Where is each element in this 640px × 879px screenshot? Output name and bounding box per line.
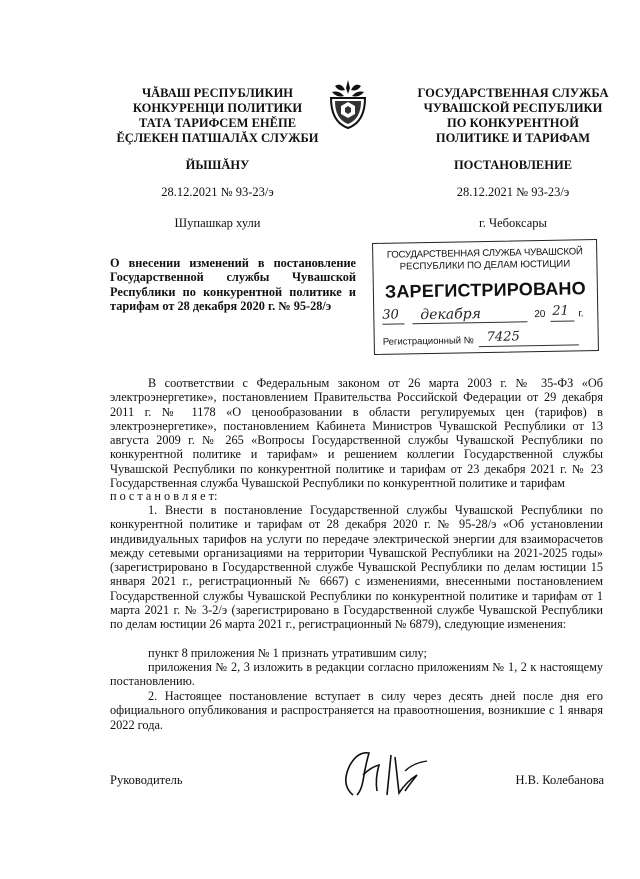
stamp-reg-number: 7425	[486, 329, 520, 345]
header-right-line: ПО КОНКУРЕНТНОЙ	[447, 116, 579, 130]
intro-text: В соответствии с Федеральным законом от 26 марта 2003 г. № 35-ФЗ «Об электроэнергетике», постановлением Правительства Российской Федерации от 29 декабря 2011 г. № 1178 «О ценообразовании в области регулируемых цен (тарифов) в электроэнергетике», постановлением Кабинета Министров Чувашской Республики от 13 августа 2009 г. № 265 «Вопросы Государственной службы Чувашской Республики по конкурентной политике и тарифам» и решением коллегии Государственной службы Чувашской Республики по конкурентной политике и тарифам от 23 декабря 2021 г. № 23 Государственная служба Чувашской Республики по конкурентной политике и тарифам	[110, 376, 603, 491]
stamp-year-suffix: 21	[552, 303, 569, 319]
header-left-line: ТАТА ТАРИФСЕМ ЕНĔПЕ	[138, 116, 297, 130]
date-number-right: 28.12.2021 № 93-23/э	[456, 185, 570, 199]
body-item-1: 1. Внести в постановление Государственной службы Чувашской Республики по конкурентной политике и тарифам от 28 декабря 2020 г. № 95-28/э «Об установлении индивидуальных тарифов на услуги по передаче электрической энергии для взаиморасчетов между сетевыми организациями на территории Чувашской Республики на 2021-2025 годы» (зарегистрировано в Государственной службе Чувашской Республики по делам юстиции 15 января 2021 г., регистрационный № 6667) с изменениями, внесенными постановлением Государственной службы Чувашской Республики по конкурентной политике и тарифам от 1 марта 2021 г. № 3-2/э (зарегистрировано в Государственной службе Чувашской Республики по делам юстиции 26 марта 2021 г., регистрационный № 6879), следующие изменения:	[110, 503, 603, 632]
signatory-name: Н.В. Колебанова	[515, 773, 604, 787]
header-left	[95, 86, 340, 146]
header-right-line: ЧУВАШСКОЙ РЕСПУБЛИКИ	[423, 101, 603, 115]
stamp-day-line	[382, 323, 404, 324]
emblem-icon	[327, 76, 369, 130]
city-right: г. Чебоксары	[479, 216, 547, 230]
stamp-title: ЗАРЕГИСТРИРОВАНО	[384, 278, 587, 302]
body-item-2: 2. Настоящее постановление вступает в силу через десять дней после дня его официального опубликования и распространяется на правоотношения, возникшие с 1 января 2022 года.	[110, 689, 603, 732]
signatory-position: Руководитель	[110, 773, 183, 787]
city-left: Шупашкар хули	[174, 216, 261, 230]
decree-word: п о с т а н о в л я е т:	[110, 489, 218, 503]
stamp-year-unit: г.	[578, 308, 584, 320]
stamp-day: 30	[382, 307, 399, 323]
stamp-year-prefix: 20	[534, 308, 546, 321]
doc-type-left: ЙЫШĂНУ	[185, 158, 250, 172]
header-left-line: ĔÇЛЕКЕН ПАТШАЛĂХ СЛУЖБИ	[116, 131, 319, 145]
header-left-line: ЧĂВАШ РЕСПУБЛИКИН	[141, 86, 294, 100]
header-left-line: КОНКУРЕНЦИ ПОЛИТИКИ	[132, 101, 303, 115]
header-right-line: ГОСУДАРСТВЕННАЯ СЛУЖБА	[417, 86, 609, 100]
body-intro	[110, 376, 603, 490]
registration-stamp	[372, 239, 599, 355]
stamp-month: декабря	[420, 306, 482, 324]
stamp-line-2: РЕСПУБЛИКИ ПО ДЕЛАМ ЮСТИЦИИ	[399, 258, 571, 273]
handwritten-signature	[335, 745, 435, 801]
stamp-reg-label: Регистрационный №	[382, 335, 474, 348]
doc-type-right: ПОСТАНОВЛЕНИЕ	[453, 158, 573, 172]
header-right-line: ПОЛИТИКЕ И ТАРИФАМ	[435, 131, 591, 145]
stamp-year-line	[550, 320, 574, 321]
document-subject: О внесении изменений в постановление Государственной службы Чувашской Республики по конкурентной политике и тарифам от 28 декабря 2020 г. № 95-28/э	[110, 256, 356, 313]
date-number-left: 28.12.2021 № 93-23/э	[161, 185, 274, 199]
header-right	[388, 86, 638, 146]
stamp-line-1: ГОСУДАРСТВЕННАЯ СЛУЖБА ЧУВАШСКОЙ	[386, 246, 583, 261]
body-item-1b: приложения № 2, 3 изложить в редакции согласно приложениям № 1, 2 к настоящему постановлению.	[110, 660, 603, 689]
body-item-1a: пункт 8 приложения № 1 признать утратившим силу;	[148, 646, 427, 660]
